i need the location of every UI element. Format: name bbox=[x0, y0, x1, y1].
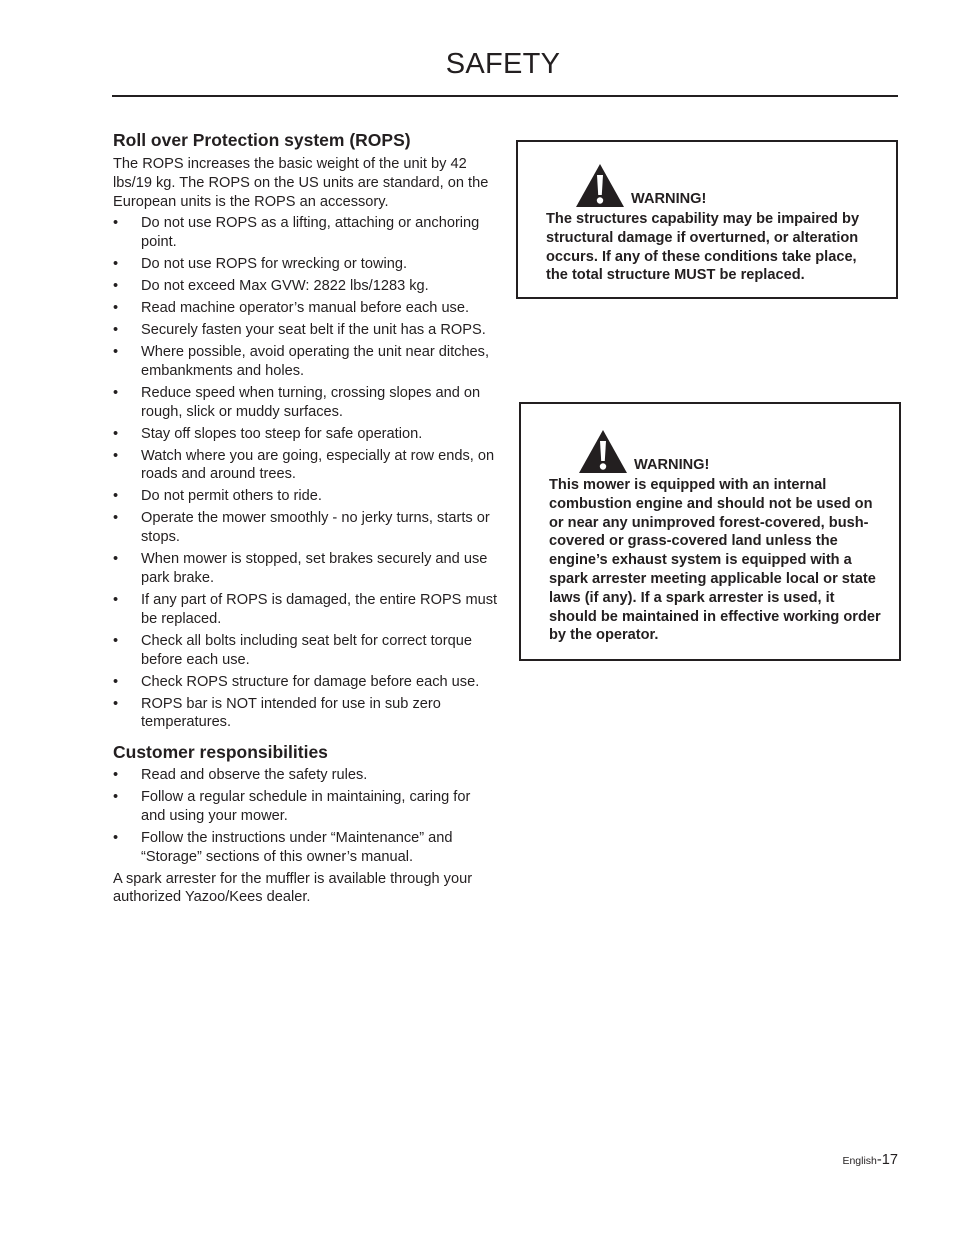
list-item bbox=[113, 255, 498, 274]
list-item-text: Operate the mower smoothly - no jerky turns, starts or stops. bbox=[141, 510, 490, 546]
customer-list bbox=[113, 766, 498, 866]
list-item bbox=[113, 343, 498, 381]
list-item bbox=[113, 321, 498, 340]
footer-language: English bbox=[842, 1155, 877, 1167]
list-item-text: Check all bolts including seat belt for correct torque before each use. bbox=[141, 632, 472, 668]
bullet: • bbox=[113, 591, 119, 608]
bullet: • bbox=[113, 632, 119, 649]
bullet: • bbox=[113, 278, 119, 295]
list-item bbox=[113, 788, 498, 826]
customer-heading: Customer responsibilities bbox=[113, 742, 328, 763]
bullet: • bbox=[113, 425, 119, 442]
rops-heading: Roll over Protection system (ROPS) bbox=[113, 130, 411, 150]
warning-box-rops bbox=[516, 140, 898, 299]
page-number: -17 bbox=[876, 1152, 898, 1168]
bullet: • bbox=[113, 695, 119, 712]
bullet: • bbox=[113, 829, 119, 846]
bullet: • bbox=[113, 510, 119, 527]
list-item-text: Read machine operator’s manual before each use. bbox=[141, 300, 470, 317]
warning-text: The structures capability may be impaired by structural damage if overturned, or alteration occurs. If any of these conditions take place, the total structure MUST be replaced. bbox=[546, 211, 860, 284]
bullet: • bbox=[113, 488, 119, 505]
list-item-text: Do not permit others to ride. bbox=[141, 488, 322, 505]
list-item bbox=[113, 487, 498, 506]
warning-triangle-icon bbox=[578, 429, 628, 474]
list-item bbox=[113, 695, 498, 733]
bullet: • bbox=[113, 384, 119, 401]
list-item bbox=[113, 384, 498, 422]
list-item bbox=[113, 550, 498, 588]
list-item-text: If any part of ROPS is damaged, the entire ROPS must be replaced. bbox=[141, 591, 498, 627]
list-item bbox=[113, 632, 498, 670]
list-item-text: Do not exceed Max GVW: 2822 lbs/1283 kg. bbox=[141, 278, 429, 295]
list-item-text: Reduce speed when turning, crossing slopes and on rough, slick or muddy surfaces. bbox=[141, 384, 481, 420]
warning-label: WARNING! bbox=[634, 457, 710, 473]
page-title: SAFETY bbox=[445, 48, 561, 80]
list-item bbox=[113, 766, 498, 785]
list-item bbox=[113, 299, 498, 318]
list-item bbox=[113, 829, 498, 867]
list-item bbox=[113, 447, 498, 485]
rops-intro: The ROPS increases the basic weight of the unit by 42 lbs/19 kg. The ROPS on the US units are standard, on the European units is the ROPS an accessory. bbox=[113, 156, 489, 210]
rops-list bbox=[113, 214, 498, 732]
warning-text: This mower is equipped with an internal combustion engine and should not be used on or near any unimproved forest-covered, bush-covered or grass-covered land unless the engine’s exhaust system is equipped with a spark arrester meeting applicable local or state laws (if any). If a spark arrester is used, it should be maintained in effective working order by the operator. bbox=[549, 477, 881, 644]
list-item-text: Securely fasten your seat belt if the unit has a ROPS. bbox=[141, 322, 486, 339]
list-item-text: When mower is stopped, set brakes securely and use park brake. bbox=[141, 551, 488, 586]
left-column bbox=[113, 129, 498, 907]
bullet: • bbox=[113, 344, 119, 361]
list-item-text: Do not use ROPS as a lifting, attaching or anchoring point. bbox=[141, 215, 480, 251]
warning-label: WARNING! bbox=[631, 191, 707, 207]
list-item bbox=[113, 673, 498, 692]
bullet: • bbox=[113, 789, 119, 806]
list-item-text: Do not use ROPS for wrecking or towing. bbox=[141, 256, 408, 273]
spark-arrester-note: A spark arrester for the muffler is available through your authorized Yazoo/Kees dealer. bbox=[113, 870, 473, 906]
bullet: • bbox=[113, 215, 119, 232]
list-item-text: Read and observe the safety rules. bbox=[141, 767, 368, 784]
bullet: • bbox=[113, 767, 119, 784]
warning-box-spark-arrester bbox=[519, 402, 901, 661]
list-item-text: ROPS bar is NOT intended for use in sub zero temperatures. bbox=[141, 695, 441, 731]
bullet: • bbox=[113, 551, 119, 568]
list-item-text: Follow a regular schedule in maintaining, caring for and using your mower. bbox=[141, 789, 471, 824]
title-divider bbox=[112, 95, 898, 97]
list-item bbox=[113, 509, 498, 547]
list-item-text: Where possible, avoid operating the unit near ditches, embankments and holes. bbox=[141, 344, 490, 379]
bullet: • bbox=[113, 673, 119, 690]
list-item bbox=[113, 425, 498, 444]
list-item bbox=[113, 214, 498, 252]
bullet: • bbox=[113, 322, 119, 339]
warning-header bbox=[549, 428, 885, 474]
bullet: • bbox=[113, 447, 119, 464]
list-item-text: Check ROPS structure for damage before each use. bbox=[141, 673, 480, 690]
page-footer bbox=[842, 1152, 898, 1168]
list-item-text: Stay off slopes too steep for safe operation. bbox=[141, 425, 423, 442]
bullet: • bbox=[113, 300, 119, 317]
warning-header bbox=[546, 162, 882, 208]
list-item-text: Watch where you are going, especially at row ends, on roads and around trees. bbox=[141, 447, 495, 483]
bullet: • bbox=[113, 256, 119, 273]
warning-triangle-icon bbox=[575, 163, 625, 208]
list-item bbox=[113, 591, 498, 629]
list-item bbox=[113, 277, 498, 296]
list-item-text: Follow the instructions under “Maintenance” and “Storage” sections of this owner’s manual. bbox=[141, 829, 453, 865]
